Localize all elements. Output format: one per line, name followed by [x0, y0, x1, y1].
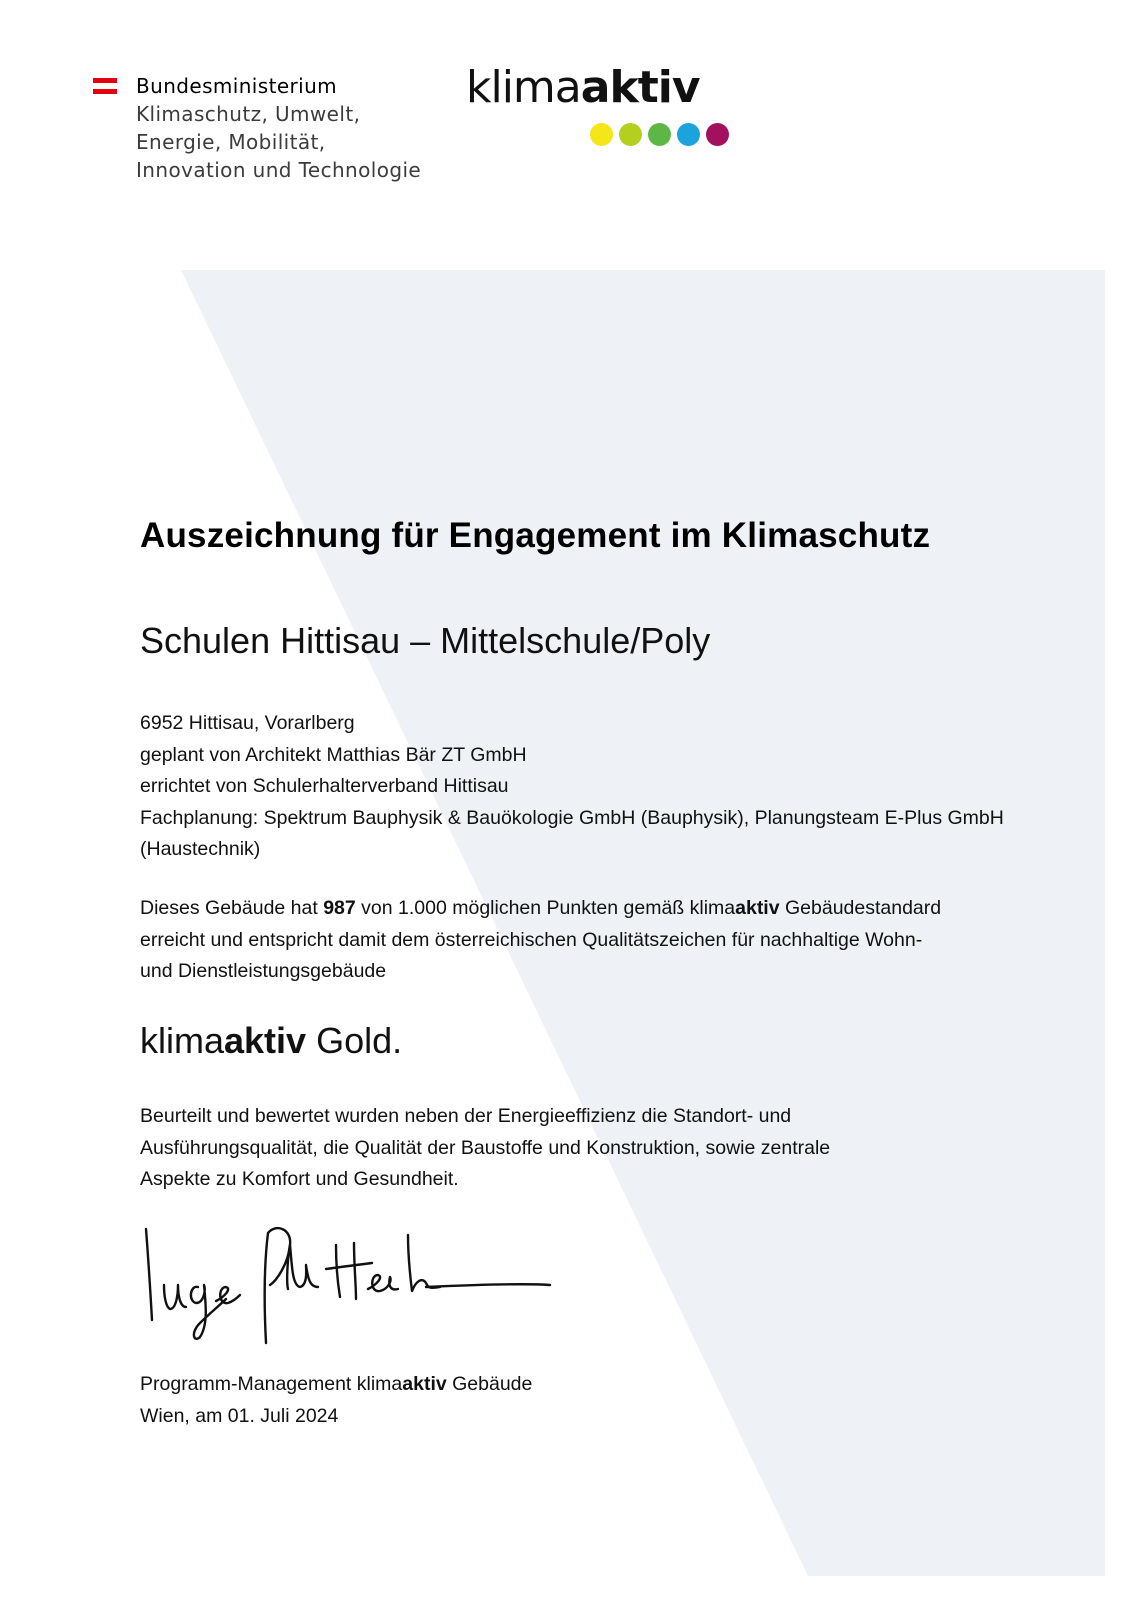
score-points: 987	[323, 897, 356, 919]
detail-line: Fachplanung: Spektrum Bauphysik & Bauökologie GmbH (Bauphysik), Planungsteam E-Plus GmbH	[140, 806, 1004, 829]
text-span: Gebäudestandard	[779, 897, 942, 919]
ministry-line: Klimaschutz, Umwelt,	[136, 102, 361, 126]
text-span: Dieses Gebäude hat	[140, 897, 324, 919]
assessment-paragraph	[140, 1101, 1060, 1196]
detail-line: (Haustechnik)	[140, 838, 261, 860]
flag-stripe-bottom	[93, 89, 117, 94]
detail-line: 6952 Hittisau, Vorarlberg	[140, 712, 355, 734]
building-name: Schulen Hittisau – Mittelschule/Poly	[140, 620, 711, 661]
text-bold: aktiv	[735, 897, 780, 919]
logo-dot-magenta	[706, 123, 729, 146]
assessment-line: Ausführungsqualität, die Qualität der Baustoffe und Konstruktion, sowie zentrale	[140, 1136, 831, 1159]
ministry-line: Bundesministerium	[136, 74, 338, 98]
score-paragraph	[140, 893, 1060, 988]
signatory-role	[140, 1369, 1060, 1401]
signatory-block	[140, 1369, 1060, 1432]
ministry-name	[136, 72, 456, 184]
text-span: Gebäude	[446, 1373, 533, 1395]
text-span: Programm-Management klima	[140, 1373, 403, 1395]
text-bold: aktiv	[402, 1373, 447, 1395]
klimaaktiv-logo	[466, 60, 736, 160]
assessment-line: Aspekte zu Komfort und Gesundheit.	[140, 1168, 459, 1190]
logo-dot-blue	[677, 123, 700, 146]
score-line	[140, 893, 1060, 925]
building-details	[140, 708, 1060, 866]
issue-date: Wien, am 01. Juli 2024	[140, 1404, 339, 1427]
award-bold: aktiv	[224, 1020, 307, 1061]
klimaaktiv-wordmark	[466, 60, 700, 116]
ministry-line: Energie, Mobilität,	[136, 130, 326, 154]
certificate-headline: Auszeichnung für Engagement im Klimaschutz	[140, 516, 931, 555]
award-rest: Gold.	[306, 1020, 403, 1061]
score-line: erreicht und entspricht damit dem österreichischen Qualitätszeichen für nachhaltige Wohn-	[140, 928, 923, 951]
award-light: klima	[140, 1020, 225, 1061]
ministry-line: Innovation und Technologie	[136, 158, 422, 182]
handwritten-signature	[140, 1225, 580, 1365]
logo-dot-lime	[619, 123, 642, 146]
detail-line: geplant von Architekt Matthias Bär ZT GmbH	[140, 743, 527, 766]
flag-stripe-top	[93, 78, 117, 83]
award-level	[140, 1020, 1060, 1062]
assessment-line: Beurteilt und bewertet wurden neben der Energieeffizienz die Standort- und	[140, 1105, 792, 1127]
score-line: und Dienstleistungsgebäude	[140, 960, 387, 982]
text-span: von 1.000 möglichen Punkten gemäß klima	[355, 897, 736, 919]
austria-flag-icon	[93, 78, 117, 96]
logo-dot-green	[648, 123, 671, 146]
logo-dot-yellow	[590, 123, 613, 146]
wordmark-bold: aktiv	[580, 62, 700, 113]
wordmark-light: klima	[466, 62, 581, 113]
detail-line: errichtet von Schulerhalterverband Hittisau	[140, 775, 509, 797]
